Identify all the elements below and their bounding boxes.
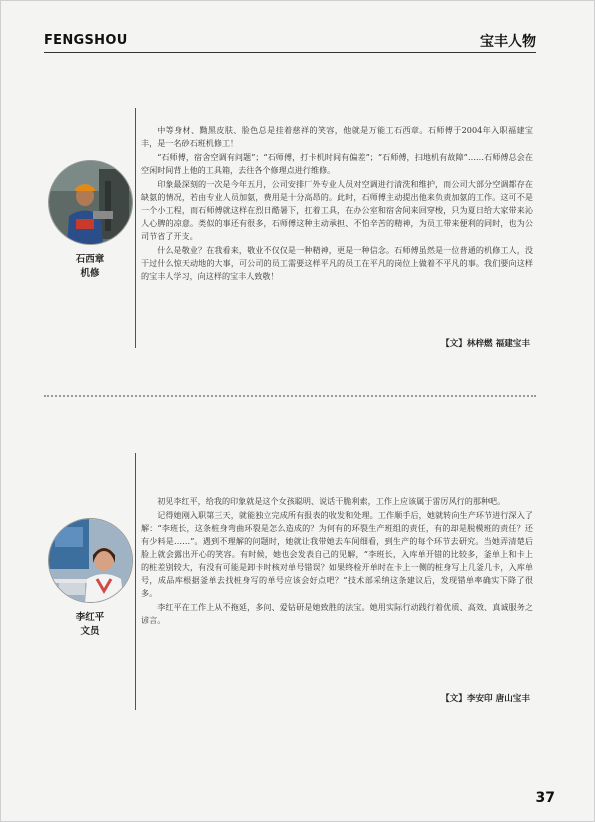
person-name: 李红平 bbox=[75, 612, 105, 623]
article-body bbox=[141, 495, 533, 628]
avatar-photo bbox=[48, 160, 133, 245]
article-paragraph: 记得她刚入职第三天，就能独立完成所有报表的收发和处理。工作顺手后，她就转向生产环节进行深入了解：“李班长，这条桩身弯曲环裂是怎么造成的？为何有的环裂生产班组的责任，有的却是脱模班的责任？还有少料是……”。遇到不理解的问题时，她就让我带她去车间细看，到生产的每个环节去研究。当她弄清楚后脸上就会露出开心的笑容。有时候，她也会发表自己的见解，“李班长，入库单开错的比较多，釜单上和卡上的桩差别较大，有没有可能是卸卡时核对单号错误？如果终检开单时在卡上一侧的桩身写上几釜几卡，入库单号，成品库根据釜单去找桩身写的单号应该会好点吧？”技术部采纳这条建议后，发现错单率确实下降了很多。 bbox=[141, 510, 533, 598]
person-name: 石西章 bbox=[75, 254, 105, 265]
article-paragraph: 李红平在工作上从不拖延，多问、爱钻研是她致胜的法宝。她用实际行动践行着优质、高效、真诚服务之谚言。 bbox=[141, 602, 533, 625]
article-byline: 【文】林梓燃 福建宝丰 bbox=[441, 339, 530, 349]
section-title: 宝丰人物 bbox=[480, 34, 536, 50]
accent-rule bbox=[135, 108, 136, 348]
article-paragraph: 什么是敬业？在我看来，敬业不仅仅是一种精神，更是一种信念。石师傅虽然是一位普通的机修工人，没干过什么惊天动地的大事，可公司的员工需要这样平凡的员工在平凡的岗位上做着不平凡的事。我们要向这样的宝丰人学习，向这样的宝丰人致敬！ bbox=[141, 245, 533, 281]
avatar-photo bbox=[48, 518, 133, 603]
person-caption bbox=[60, 253, 120, 281]
article-paragraph: 中等身材、黝黑皮肤、脸色总是挂着慈祥的笑容，他就是万能工石西章。石师傅于2004年入职福建宝丰，是一名砂石班机修工！ bbox=[141, 125, 533, 148]
article-byline: 【文】李安印 唐山宝丰 bbox=[441, 694, 530, 704]
person-role: 文员 bbox=[80, 626, 100, 637]
article-paragraph: 印象最深刻的一次是今年五月，公司安排厂外专业人员对空调进行清洗和维护，而公司大部分空调都存在缺氨的情况，若由专业人员加氨，费用是十分高昂的。此时，石师傅主动提出他来负责加氨的工作。这可不是一个小工程，而石师傅就这样在烈日酷暑下，扛着工具，在办公室和宿舍间来回穿梭，只为夏日给大家带来沁人心脾的凉意。类似的事还有很多，石师傅这种主动承担、不怕辛苦的精神，为员工带来便利的同时，也为公司节省了开支。 bbox=[141, 179, 533, 241]
section-divider bbox=[44, 395, 536, 397]
article-paragraph: 初见李红平，给我的印象就是这个女孩聪明、说话干脆利索，工作上应该属于雷厉风行的那种吧。 bbox=[157, 496, 506, 506]
person-role: 机修 bbox=[80, 268, 100, 279]
person-caption bbox=[60, 611, 120, 639]
page-number: 37 bbox=[535, 790, 555, 806]
accent-rule bbox=[135, 453, 136, 710]
article-paragraph: “石师傅，宿舍空调有问题”；“石师傅，打卡机时间有偏差”；“石师傅，扫地机有故障”……石师傅总会在空闲时间背上他的工具箱，去往各个修理点进行维修。 bbox=[141, 152, 533, 175]
header-rule bbox=[44, 52, 536, 53]
article-body bbox=[141, 124, 533, 284]
magazine-name: FENGSHOU bbox=[44, 33, 128, 48]
